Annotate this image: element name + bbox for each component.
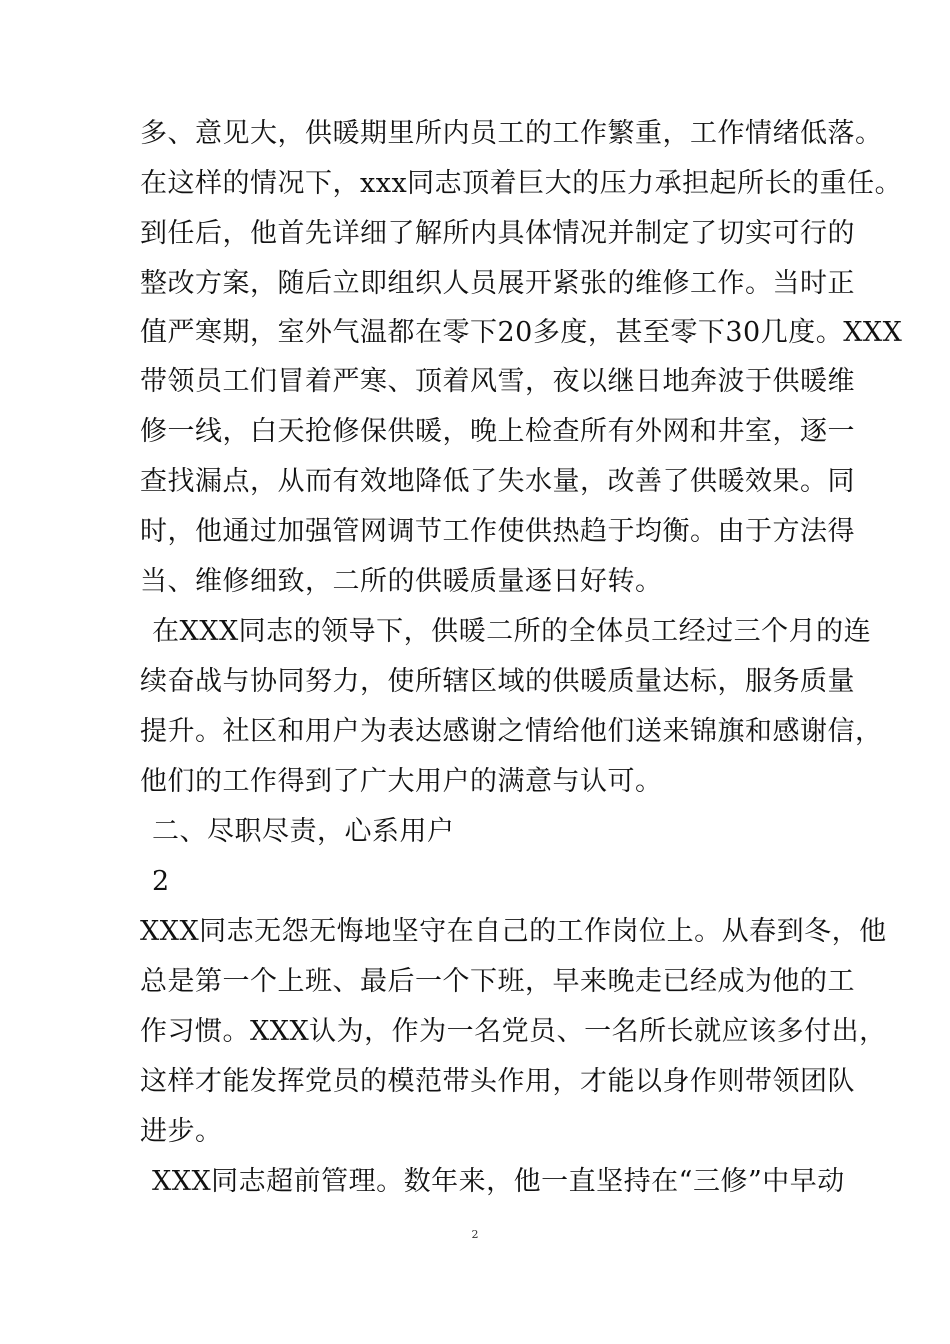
text-line: 他们的工作得到了广大用户的满意与认可。 [140,766,663,797]
page-number: 2 [471,1228,479,1241]
section-heading: 二、尽职尽责，心系用户 [152,816,455,847]
text-line: 在这样的情况下，xxx同志顶着巨大的压力承担起所长的重任。 [140,168,903,199]
text-line: 值严寒期，室外气温都在零下20多度，甚至零下30几度。XXX [140,317,903,348]
text-line: 当、维修细致，二所的供暖质量逐日好转。 [140,566,663,597]
text-line: 多、意见大，供暖期里所内员工的工作繁重，工作情绪低落。 [140,118,883,149]
text-line: 带领员工们冒着严寒、顶着风雪，夜以继日地奔波于供暖维 [140,366,855,397]
text-line: 修一线，白天抢修保供暖，晚上检查所有外网和井室，逐一 [140,416,855,447]
text-line: 查找漏点，从而有效地降低了失水量，改善了供暖效果。同 [140,466,855,497]
text-line: 进步。 [140,1116,223,1147]
text-line: 整改方案，随后立即组织人员展开紧张的维修工作。当时正 [140,268,855,299]
text-line: 时，他通过加强管网调节工作使供热趋于均衡。由于方法得 [140,516,855,547]
text-line: 在XXX同志的领导下，供暖二所的全体员工经过三个月的连 [152,616,872,647]
text-line: XXX同志超前管理。数年来，他一直坚持在“三修”中早动 [152,1166,845,1197]
text-line: 这样才能发挥党员的模范带头作用，才能以身作则带领团队 [140,1066,855,1097]
text-line: 续奋战与协同努力，使所辖区域的供暖质量达标，服务质量 [140,666,855,697]
text-line: XXX同志无怨无悔地坚守在自己的工作岗位上。从春到冬，他 [140,916,887,947]
text-line: 提升。社区和用户为表达感谢之情给他们送来锦旗和感谢信， [140,716,883,747]
text-line: 总是第一个上班、最后一个下班，早来晚走已经成为他的工 [140,966,855,997]
text-line: 到任后，他首先详细了解所内具体情况并制定了切实可行的 [140,218,855,249]
inline-number: 2 [152,866,170,897]
text-line: 作习惯。XXX认为，作为一名党员、一名所长就应该多付出， [140,1016,887,1047]
